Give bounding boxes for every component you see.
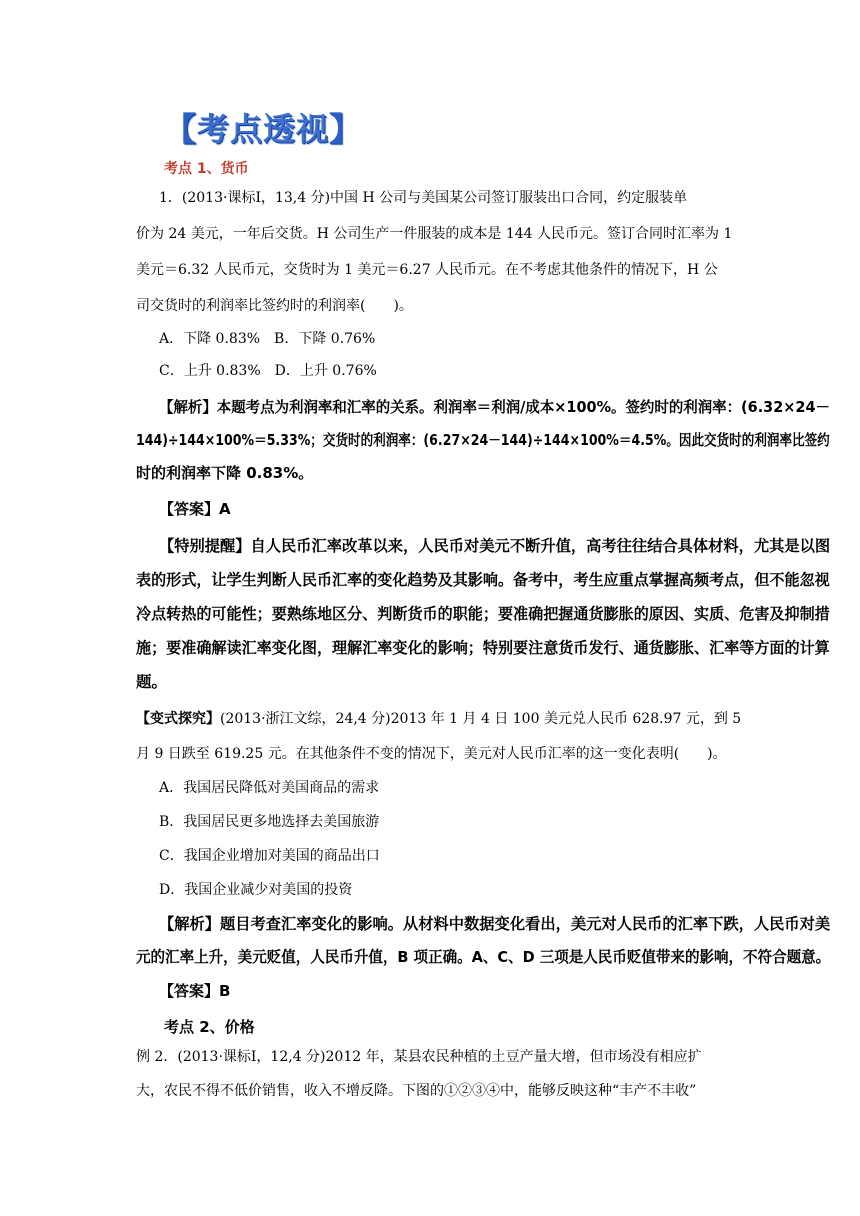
analysis1-line-2: 144)÷144×100%＝5.33%；交货时的利润率：(6.27×24－144)÷144×100%＝4.5%。因此交货时的利润率比签约 [136, 431, 830, 449]
reminder-line-4: 施；要准确解读汇率变化图，理解汇率变化的影响；特别要注意货币发行、通货膨胀、汇率等方面的计算 [136, 639, 830, 657]
section-title [164, 104, 362, 150]
variant-line-2: 月 9 日跌至 619.25 元。在其他条件不变的情况下，美元对人民币汇率的这一变化表明( )。 [136, 746, 727, 762]
reminder-line-5: 题。 [136, 673, 168, 691]
analysis1-text-1: 本题考点为利润率和汇率的关系。利润率＝利润/成本×100%。签约时的利润率：(6.32×24－ [216, 398, 830, 416]
q1-option-cd: C．上升 0.83% D．上升 0.76% [159, 363, 377, 379]
variant-option-a: A．我国居民降低对美国商品的需求 [159, 780, 380, 796]
reminder-line-2: 表的形式，让学生判断人民币汇率的变化趋势及其影响。备考中，考生应重点掌握高频考点，但不能忽视 [136, 571, 830, 589]
answer2-line [159, 982, 230, 1000]
reminder-line-3: 冷点转热的可能性；要熟练地区分、判断货币的职能；要准确把握通货膨胀的原因、实质、危害及抑制措 [136, 605, 830, 623]
example2-line-1: 例 2．(2013·课标Ⅰ，12,4 分)2012 年，某县农民种植的土豆产量大增，但市场没有相应扩 [136, 1049, 702, 1065]
analysis1-line-3: 时的利润率下降 0.83%。 [136, 464, 314, 482]
analysis2-label: 【解析】 [159, 915, 221, 933]
variant-option-d: D．我国企业减少对美国的投资 [159, 882, 353, 898]
analysis2-text-1: 题目考查汇率变化的影响。从材料中数据变化看出，美元对人民币的汇率下跌，人民币对美 [220, 915, 831, 933]
answer1-line [159, 500, 231, 518]
title-close-bracket: 】 [329, 110, 363, 148]
answer2-value: B [219, 982, 231, 1000]
q1-line-2: 价为 24 美元，一年后交货。H 公司生产一件服装的成本是 144 人民币元。签订合同时汇率为 1 [136, 226, 733, 242]
variant-option-c: C．我国企业增加对美国的商品出口 [159, 848, 380, 864]
analysis1-line-1 [159, 398, 830, 416]
analysis2-line-2: 元的汇率上升，美元贬值，人民币升值，B 项正确。A、C、D 三项是人民币贬值带来的影响，不符合题意。 [136, 948, 831, 966]
title-open-bracket: 【 [164, 110, 198, 148]
variant-option-b: B．我国居民更多地选择去美国旅游 [159, 814, 380, 830]
q1-line-4: 司交货时的利润率比签约时的利润率( )。 [136, 298, 413, 314]
reminder-text-1: 自人民币汇率改革以来，人民币对美元不断升值，高考往往结合具体材料，尤其是以图 [250, 537, 831, 555]
analysis2-line-1 [159, 915, 830, 933]
variant-text-1: (2013·浙江文综，24,4 分)2013 年 1 月 4 日 100 美元兑人民币 628.97 元，到 5 [220, 711, 742, 727]
topic2-heading: 考点 2、价格 [164, 1018, 255, 1036]
example2-line-2: 大，农民不得不低价销售，收入不增反降。下图的①②③④中，能够反映这种“丰产不丰收” [136, 1083, 697, 1099]
reminder-line-1 [159, 537, 830, 555]
topic1-heading: 考点 1、货币 [164, 161, 249, 177]
answer2-label: 【答案】 [159, 982, 220, 1000]
reminder-label: 【特别提醒】 [159, 537, 251, 555]
q1-line-1: 1．(2013·课标Ⅰ，13,4 分)中国 H 公司与美国某公司签订服装出口合同，约定服装单 [159, 190, 688, 206]
variant-label: 【变式探究】 [136, 711, 220, 727]
q1-line-3: 美元＝6.32 人民币元，交货时为 1 美元＝6.27 人民币元。在不考虑其他条件的情况下，H 公 [136, 262, 718, 278]
answer1-value: A [219, 500, 231, 518]
analysis1-label: 【解析】 [159, 398, 217, 416]
answer1-label: 【答案】 [159, 500, 220, 518]
q1-option-ab: A．下降 0.83% B．下降 0.76% [159, 331, 376, 347]
title-text: 考点透视 [197, 110, 330, 148]
variant-line-1 [136, 710, 741, 728]
